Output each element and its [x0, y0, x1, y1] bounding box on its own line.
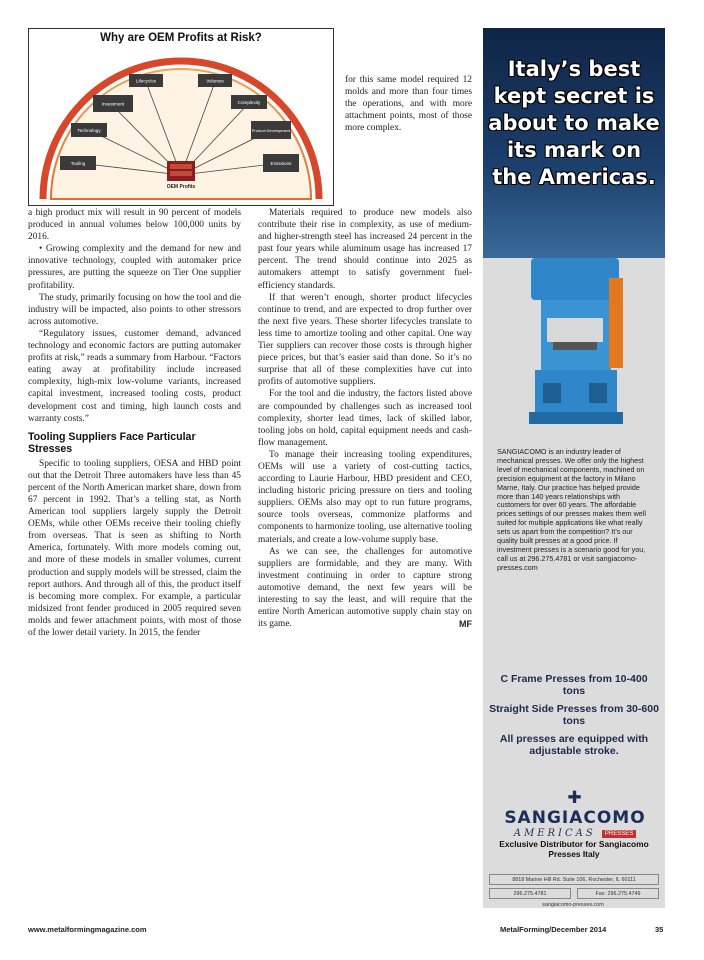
box-investment: Investment	[101, 101, 125, 107]
section-heading: Tooling Suppliers Face Particular Stresses	[28, 430, 196, 455]
column1	[28, 207, 241, 639]
col2-top-paragraph: for this same model required 12 molds and more than four times the operations, and with more attachment points, most of those more complex.	[345, 75, 472, 134]
box-tooling: Tooling	[70, 161, 86, 166]
headline-line-2: kept secret is	[493, 84, 655, 108]
col1-paragraph-3: The study, primarily focusing on how the tool and die industry will be impacted, also points to other stressors across automotive.	[28, 292, 241, 327]
col2-paragraph-5: As we can see, the challenges for automotive suppliers are formidable, and they are many. With investment continuing in order to capture strong automotive demand, the next few years will be interesting to say the least, and will require that the entire North American automotive supply chain stay on its game. MF	[258, 546, 472, 630]
footer-issue: MetalForming/December 2014	[500, 925, 607, 934]
end-mark: MF	[459, 619, 472, 630]
oem-profits-figure	[28, 28, 334, 206]
sangiacomo-advertisement[interactable]	[483, 28, 665, 908]
box-technology: Technology	[77, 128, 101, 133]
logo-mark-icon: ✚	[567, 788, 583, 808]
col1-paragraph-2: • Growing complexity and the demand for new and innovative technology, coupled with automaker price pressures, are putting the squeeze on Tier One supplier profitability.	[28, 244, 241, 291]
col2-paragraph-4: To manage their increasing tooling expenditures, OEMs will use a variety of cost-cutting tactics, according to Laurie Harbour, HBD president and CEO, including historic pricing pressure on tiers and tooling suppliers. OEMs also may opt to run future programs, source tools overseas, commonize platforms and components to harmonize tooling, use alternative tooling materials, and create a low-volume supply base.	[258, 449, 472, 545]
logo-tag: PRESSES	[602, 830, 636, 838]
col2-paragraph-1: Materials required to produce new models also contribute their rise in complexity, as use of medium- and higher-strength steel has increased 24 percent in the past four years while aluminum usage has increased 17 percent. The trend should continue into 2025 as automakers attempt to satisfy government fuel-efficiency standards.	[258, 208, 472, 291]
figure-diagram	[29, 29, 333, 205]
col1-paragraph-1: a high product mix will result in 90 percent of models produced in annual volumes below 100,000 units by 2016.	[28, 208, 241, 243]
ad-fax: Fax: 296.275.4749	[577, 888, 659, 899]
box-product-development: Product Development	[251, 128, 291, 133]
col2-paragraph-3: For the tool and die industry, the factors listed above are compounded by challenges such as increased tool complexity, shorter lead times, lack of skilled labor, tooling jobs on hold, capital equipment needs and cash-flow management.	[258, 389, 472, 448]
column2	[258, 207, 472, 630]
ad-phone: 296.275.4781	[489, 888, 571, 899]
sangiacomo-logo	[497, 788, 653, 839]
figure-title: Why are OEM Profits at Risk?	[100, 32, 262, 44]
ad-body-text: SANGIACOMO is an industry leader of mechanical presses. We offer only the highest level of mechanical components, machined on precision equipment at the factory in Milano Marne, Italy. Our practice has helped provide more than 140 years relationships with customers for over 60 years. The affordable prices settings of our presses makes them well suited for multiple applications like what really sets us apart from the competition? It’s our quality built presses at a good price. If investment presses is a scenario good for you, call us at 296.275.4781 or visit sangiacomo-presses.com	[497, 447, 647, 572]
headline-line-1: Italy’s best	[507, 57, 641, 81]
logo-sub: AMERICAS	[513, 828, 596, 839]
box-lifecycles: Lifecycles	[135, 78, 157, 84]
ad-spec-stroke: All presses are equipped with adjustable stroke.	[499, 733, 649, 757]
center-label: OEM Profits	[166, 184, 196, 190]
ad-spec-straight: Straight Side Presses from 30-600 tons	[489, 703, 659, 727]
box-complexity: Complexity	[237, 100, 261, 105]
ad-address: 8818 Marine Hill Rd. Suite 106, Rochester, IL 60111	[489, 874, 659, 885]
ad-website[interactable]: sangiacomo-presses.com	[542, 902, 604, 908]
ad-header-background	[483, 28, 665, 258]
ad-spec-cframe: C Frame Presses from 10-400 tons	[500, 673, 648, 697]
press-machine-image	[513, 248, 637, 438]
box-emissions: Emissions	[270, 161, 292, 166]
logo-name: SANGIACOMO	[504, 808, 646, 828]
ad-distributor: Exclusive Distributor for Sangiacomo Presses Italy	[499, 839, 649, 859]
ad-headline	[487, 56, 661, 191]
box-volumes: Volumes	[206, 78, 224, 84]
col2-paragraph-2: If that weren’t enough, shorter product lifecycles continue to trend, and are expected to drop further over the next five years. These shorter lifecycles translate to less time to amortize tooling and other capital. One way Tier suppliers can recover those costs is through higher piece prices, but that’s easier said than done. So it’s no surprise that all of these complexities have cut into profits of automotive suppliers.	[258, 292, 472, 388]
headline-line-4: its mark on	[506, 138, 642, 162]
column2-top	[345, 74, 472, 134]
col1-paragraph-4: “Regulatory issues, customer demand, advanced technology and economic factors are putting automaker profits at risk,” reads a summary from Harbour. “Factors eating away at profitability include increased complexity, high-mix low-volume variants, increased capital investment, increased tooling costs, product development cost and timing, high launch costs and warranty costs.”	[28, 328, 241, 424]
headline-line-3: about to make	[488, 111, 660, 135]
headline-line-5: the Americas.	[492, 165, 656, 189]
footer-website[interactable]: www.metalformingmagazine.com	[28, 925, 147, 934]
page-number: 35	[655, 925, 664, 934]
center-dollar-icon	[167, 161, 195, 181]
col1-paragraph-5: Specific to tooling suppliers, OESA and HBD point out that the Detroit Three automakers have less than 45 percent of the North American market share, down from 67 percent in 1992. That’s a telling stat, as North American tool suppliers largely supply the Detroit OEMs, while other OEMs receive their tooling chiefly from overseas. That is seen as shifting to North America, fortunately. With more models coming out, and more of these models in smaller volumes, current production and supply models will be stressed, claim the report authors. And through all of this, the product itself is becoming more complex. For example, a particular midsized front fender produced in 2005 required seven molds and fewer attachment points, with most of those of the lower detail variety. In 2015, the fender	[28, 458, 241, 638]
